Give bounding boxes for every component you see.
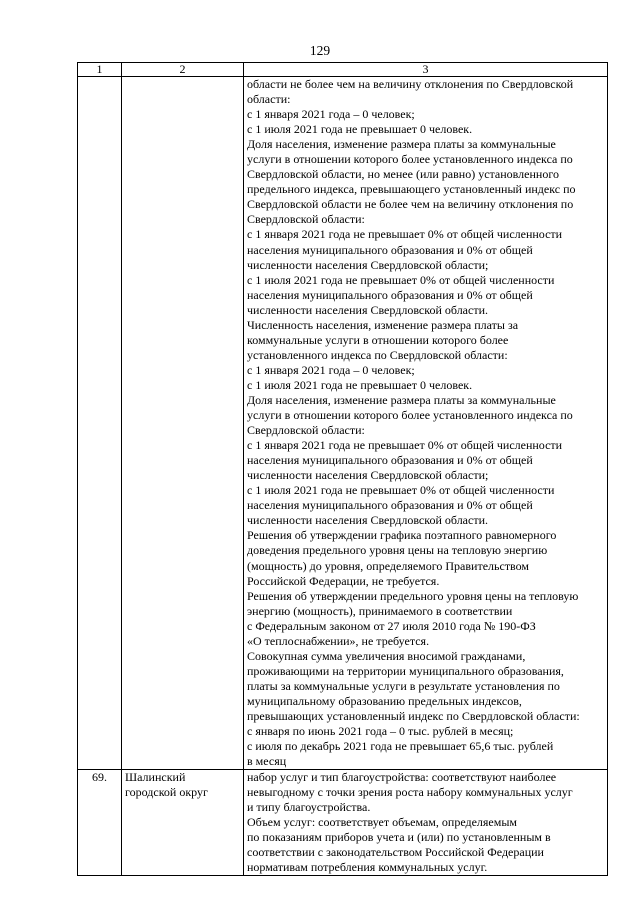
description-line: доведения предельного уровня цены на тепловую энергию <box>247 543 548 558</box>
description-line: проживающими на территории муниципального образования, <box>247 663 564 678</box>
description-line: установленного индекса по Свердловской области: <box>247 347 508 362</box>
table-header-row <box>78 63 608 77</box>
municipality-name <box>122 77 244 770</box>
table-body <box>78 77 608 876</box>
description-line: с 1 июля 2021 года не превышает 0% от общей численности <box>247 483 555 498</box>
description-line: с июля по декабрь 2021 года не превышает 65,6 тыс. рублей <box>247 739 554 754</box>
description-line: в месяц <box>247 754 287 769</box>
description-line: населения муниципального образования и 0% от общей <box>247 453 533 468</box>
description-line: муниципальному образованию предельных индексов, <box>247 693 522 708</box>
description-line: услуги в отношении которого более установленного индекса по <box>247 152 573 167</box>
description-line: превышающих установленный индекс по Свердловской области: <box>247 708 580 723</box>
description-line: платы за коммунальные услуги в результате установления по <box>247 678 560 693</box>
description-line: Свердловской области, но менее (или равно) установленного <box>247 167 559 182</box>
description-line: с 1 января 2021 года – 0 человек; <box>247 362 415 377</box>
description-line: Совокупная сумма увеличения вносимой гражданами, <box>247 648 526 663</box>
description-line: услуги в отношении которого более установленного индекса по <box>247 408 573 423</box>
description-line: населения муниципального образования и 0% от общей <box>247 242 533 257</box>
description-line: с Федеральным законом от 27 июля 2010 года № 190-ФЗ <box>247 618 536 633</box>
description-line: Свердловской области: <box>247 423 365 438</box>
page-number: 129 <box>309 43 331 58</box>
description-line: Свердловской области: <box>247 212 365 227</box>
description-line: (мощность) до уровня, определяемого Правительством <box>247 558 530 573</box>
description-line: предельного индекса, превышающего установленный индекс по <box>247 182 576 197</box>
description-line: соответствии с законодательством Российской Федерации <box>247 845 544 860</box>
description-line: коммунальные услуги в отношении которого более <box>247 332 509 347</box>
description-line: населения муниципального образования и 0% от общей <box>247 498 533 513</box>
description-line: невыгодному с точки зрения роста набору коммунальных услуг <box>247 785 573 800</box>
description-line: Объем услуг: соответствует объемам, определяемым <box>247 815 518 830</box>
municipality-name <box>122 770 244 876</box>
description-cell <box>244 770 608 876</box>
description-line: «О теплоснабжении», не требуется. <box>247 633 430 648</box>
table-row <box>78 77 608 770</box>
description-line: Численность населения, изменение размера платы за <box>247 317 519 332</box>
description-line: нормативам потребления коммунальных услуг. <box>247 860 488 875</box>
table-row <box>78 770 608 876</box>
description-line: энергию (мощность), принимаемого в соответствии <box>247 603 513 618</box>
description-line: Российской Федерации, не требуется. <box>247 573 440 588</box>
column-header-description: 3 <box>244 63 608 77</box>
column-header-number: 1 <box>78 63 122 77</box>
description-line: и типу благоустройства. <box>247 800 371 815</box>
description-cell <box>244 77 608 770</box>
description-line: по показаниям приборов учета и (или) по установленным в <box>247 830 551 845</box>
description-line: с 1 июля 2021 года не превышает 0 человек. <box>247 122 473 137</box>
description-line: населения муниципального образования и 0% от общей <box>247 287 533 302</box>
description-line: с 1 июля 2021 года не превышает 0% от общей численности <box>247 272 555 287</box>
description-line: с 1 января 2021 года не превышает 0% от общей численности <box>247 227 563 242</box>
description-line: Решения об утверждении предельного уровня цены на тепловую <box>247 588 579 603</box>
description-line: Доля населения, изменение размера платы за коммунальные <box>247 392 556 407</box>
description-line: Решения об утверждении графика поэтапного равномерного <box>247 528 557 543</box>
row-number <box>78 77 122 770</box>
description-line: численности населения Свердловской области. <box>247 302 488 317</box>
description-line: с 1 июля 2021 года не превышает 0 человек. <box>247 377 473 392</box>
description-line: численности населения Свердловской области; <box>247 257 489 272</box>
description-line: с 1 января 2021 года не превышает 0% от общей численности <box>247 438 563 453</box>
description-line: численности населения Свердловской области. <box>247 513 488 528</box>
description-line: Доля населения, изменение размера платы за коммунальные <box>247 137 556 152</box>
row-number: 69. <box>78 770 122 876</box>
description-line: с 1 января 2021 года – 0 человек; <box>247 107 415 122</box>
description-line: набор услуг и тип благоустройства: соответствуют наиболее <box>247 770 557 785</box>
description-line: Свердловской области не более чем на величину отклонения по <box>247 197 574 212</box>
description-line: области не более чем на величину отклонения по Свердловской <box>247 77 574 91</box>
description-line: области: <box>247 92 291 107</box>
municipality-name-line: Шалинский <box>125 770 186 785</box>
column-header-municipality: 2 <box>122 63 244 77</box>
municipality-name-line: городской округ <box>125 785 208 800</box>
description-line: численности населения Свердловской области; <box>247 468 489 483</box>
document-table <box>77 62 608 876</box>
description-line: с января по июнь 2021 года – 0 тыс. рублей в месяц; <box>247 724 514 739</box>
